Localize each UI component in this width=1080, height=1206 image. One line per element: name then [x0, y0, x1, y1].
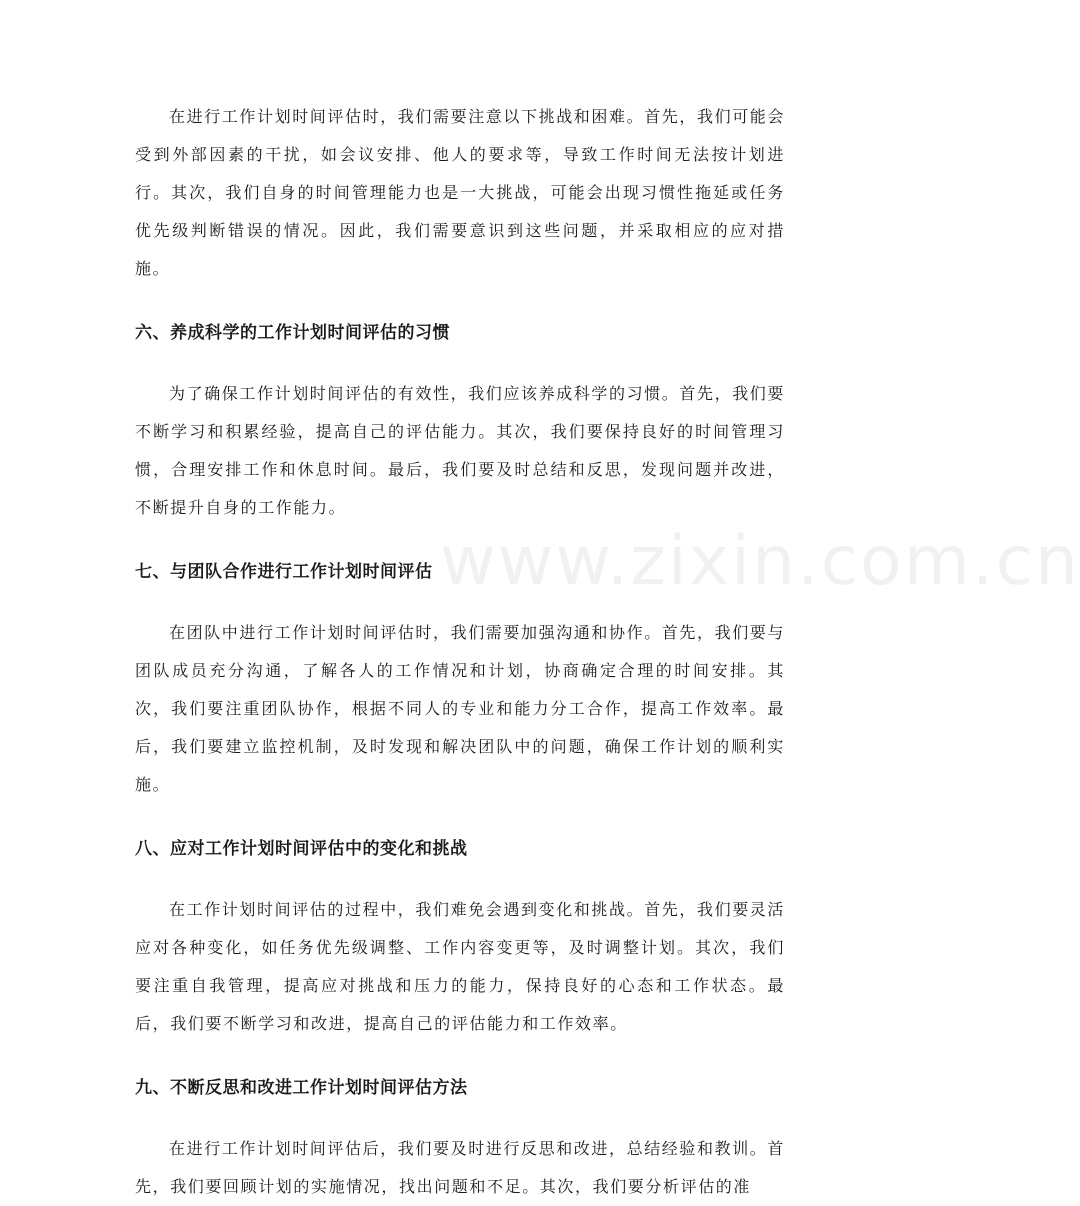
- paragraph-section-6: 为了确保工作计划时间评估的有效性，我们应该养成科学的习惯。首先，我们要不断学习和积累经验，提高自己的评估能力。其次，我们要保持良好的时间管理习惯，合理安排工作和休息时间。最后，我们要及时总结和反思，发现问题并改进，不断提升自身的工作能力。: [135, 384, 786, 517]
- paragraph-section-8: 在工作计划时间评估的过程中，我们难免会遇到变化和挑战。首先，我们要灵活应对各种变化，如任务优先级调整、工作内容变更等，及时调整计划。其次，我们要注重自我管理，提高应对挑战和压力的能力，保持良好的心态和工作状态。最后，我们要不断学习和改进，提高自己的评估能力和工作效率。: [135, 900, 786, 1033]
- paragraph-intro: 在进行工作计划时间评估时，我们需要注意以下挑战和困难。首先，我们可能会受到外部因素的干扰，如会议安排、他人的要求等，导致工作时间无法按计划进行。其次，我们自身的时间管理能力也是一大挑战，可能会出现习惯性拖延或任务优先级判断错误的情况。因此，我们需要意识到这些问题，并采取相应的应对措施。: [135, 107, 786, 278]
- heading-section-6: 六、养成科学的工作计划时间评估的习惯: [135, 323, 450, 343]
- heading-section-8: 八、应对工作计划时间评估中的变化和挑战: [135, 839, 468, 859]
- paragraph-section-9: 在进行工作计划时间评估后，我们要及时进行反思和改进，总结经验和教训。首先，我们要回顾计划的实施情况，找出问题和不足。其次，我们要分析评估的准: [135, 1139, 786, 1196]
- heading-section-7: 七、与团队合作进行工作计划时间评估: [135, 562, 433, 582]
- heading-section-9: 九、不断反思和改进工作计划时间评估方法: [135, 1078, 468, 1098]
- paragraph-section-7: 在团队中进行工作计划时间评估时，我们需要加强沟通和协作。首先，我们要与团队成员充分沟通，了解各人的工作情况和计划，协商确定合理的时间安排。其次，我们要注重团队协作，根据不同人的专业和能力分工合作，提高工作效率。最后，我们要建立监控机制，及时发现和解决团队中的问题，确保工作计划的顺利实施。: [135, 623, 786, 794]
- watermark: www.zixin.com.cn: [440, 522, 1080, 601]
- document-page: [135, 98, 785, 1206]
